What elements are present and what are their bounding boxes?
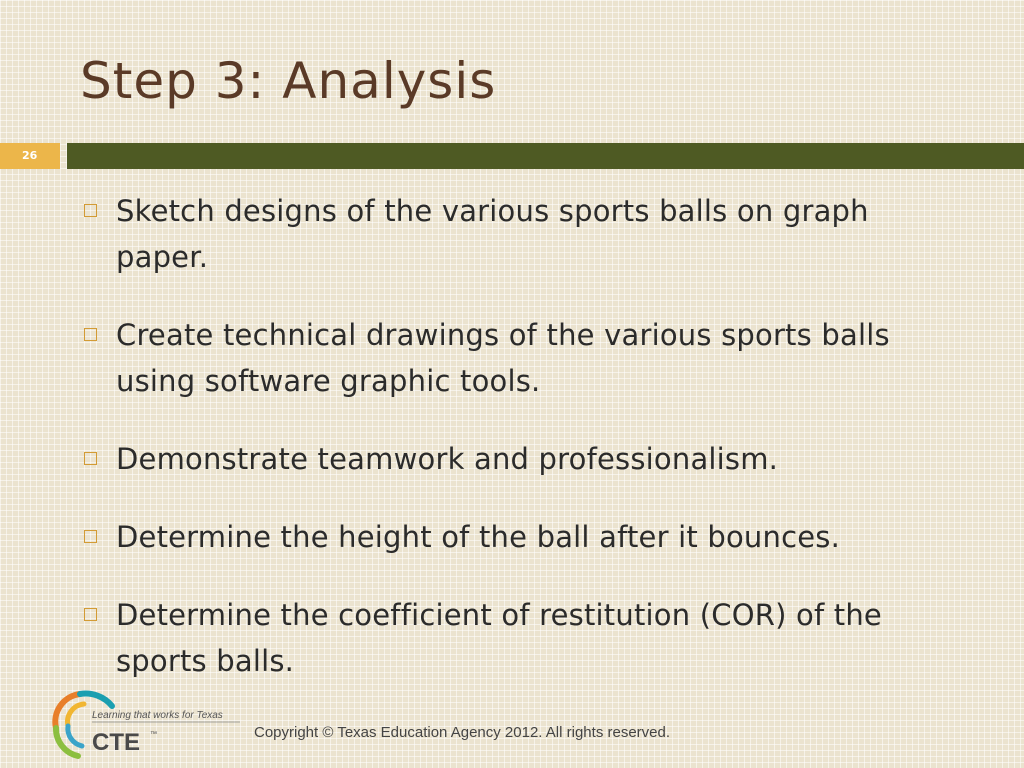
logo-trademark: ™ <box>150 731 157 738</box>
bullet-text: Create technical drawings of the various sports balls using software graphic tools. <box>116 318 890 398</box>
cte-logo <box>50 686 250 764</box>
square-bullet-icon <box>84 328 97 341</box>
logo-name: CTE <box>92 729 140 756</box>
copyright-footer: Copyright © Texas Education Agency 2012. All rights reserved. <box>254 724 671 741</box>
square-bullet-icon <box>84 204 97 217</box>
slide-number-badge: 26 <box>0 143 60 169</box>
bullet-item <box>80 514 960 560</box>
square-bullet-icon <box>84 608 97 621</box>
bullet-text: Sketch designs of the various sports balls on graph paper. <box>116 194 869 274</box>
bullet-list <box>80 188 960 684</box>
bullet-item <box>80 188 960 280</box>
bullet-text: Demonstrate teamwork and professionalism. <box>116 442 779 476</box>
square-bullet-icon <box>84 530 97 543</box>
bullet-text: Determine the height of the ball after it bounces. <box>116 520 840 554</box>
bullet-item <box>80 312 960 404</box>
square-bullet-icon <box>84 452 97 465</box>
bullet-item <box>80 436 960 482</box>
page-title: Step 3: Analysis <box>80 52 497 110</box>
logo-tagline: Learning that works for Texas <box>92 710 223 721</box>
title-divider-bar <box>67 143 1024 169</box>
bullet-item <box>80 592 960 684</box>
bullet-text: Determine the coefficient of restitution (COR) of the sports balls. <box>116 598 882 678</box>
